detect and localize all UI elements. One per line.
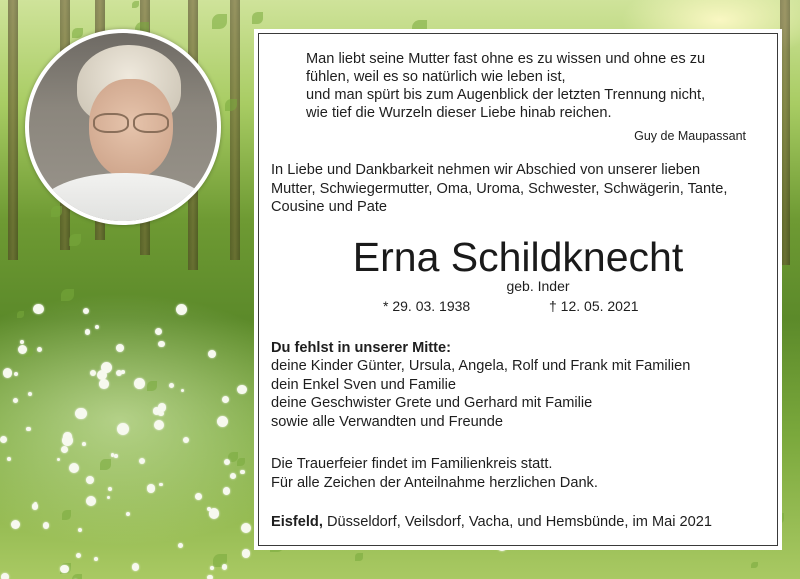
- meadow-flower: [14, 372, 18, 376]
- meadow-flower: [117, 423, 129, 435]
- meadow-flower: [195, 493, 202, 500]
- places-and-date: [271, 513, 712, 531]
- meadow-flower: [169, 383, 174, 388]
- portrait-photo: [29, 33, 217, 221]
- meadow-flower: [83, 308, 90, 315]
- deceased-name: Erna Schildknecht: [352, 234, 684, 280]
- birth-date: * 29. 03. 1938: [383, 298, 471, 314]
- leaf: [17, 311, 24, 318]
- meadow-flower: [158, 341, 165, 348]
- meadow-flower: [95, 325, 99, 329]
- meadow-flower: [18, 345, 27, 354]
- funeral-info: [271, 455, 598, 492]
- meadow-flower: [155, 328, 162, 335]
- quote-line: fühlen, weil es so natürlich wie leben ist,: [306, 69, 566, 85]
- meadow-flower: [99, 379, 109, 389]
- meadow-flower: [7, 457, 11, 461]
- meadow-flower: [62, 435, 73, 446]
- mourner-line: deine Kinder Günter, Ursula, Angela, Rolf und Frank mit Familien: [271, 358, 691, 374]
- meadow-flower: [76, 553, 81, 558]
- meadow-flower: [97, 370, 107, 380]
- leaf: [69, 234, 81, 246]
- intro-line: Mutter, Schwiegermutter, Oma, Uroma, Schwester, Schwägerin, Tante,: [271, 180, 728, 197]
- meadow-flower: [85, 329, 90, 334]
- meadow-flower: [209, 508, 219, 518]
- meadow-flower: [0, 436, 7, 443]
- meadow-flower: [61, 446, 68, 453]
- place-main: Eisfeld,: [271, 514, 323, 530]
- quote-line: Man liebt seine Mutter fast ohne es zu wissen und ohne es zu: [306, 51, 706, 67]
- meadow-flower: [126, 512, 130, 516]
- meadow-flower: [222, 396, 229, 403]
- mourner-line: deine Geschwister Grete und Gerhard mit Familie: [271, 395, 593, 411]
- meadow-flower: [134, 378, 145, 389]
- meadow-flower: [108, 487, 112, 491]
- leaf: [72, 574, 82, 579]
- meadow-flower: [147, 484, 155, 492]
- meadow-flower: [159, 483, 163, 487]
- meadow-flower: [181, 389, 184, 392]
- leaf: [61, 289, 74, 302]
- tree-trunk: [230, 0, 240, 260]
- meadow-flower: [28, 392, 32, 396]
- intro-text: [271, 161, 727, 217]
- meadow-flower: [224, 459, 230, 465]
- meadow-flower: [82, 442, 86, 446]
- leaf: [100, 459, 111, 470]
- mourner-line: sowie alle Verwandten und Freunde: [271, 413, 504, 430]
- meadow-flower: [240, 470, 244, 474]
- meadow-flower: [75, 408, 86, 419]
- meadow-flower: [11, 520, 20, 529]
- meadow-flower: [183, 437, 189, 443]
- mourners-list: [271, 357, 690, 431]
- meadow-flower: [242, 549, 250, 557]
- death-date: † 12. 05. 2021: [549, 298, 639, 314]
- meadow-flower: [26, 427, 31, 432]
- meadow-flower: [20, 340, 24, 344]
- mourners-heading: Du fehlst in unserer Mitte:: [271, 340, 452, 356]
- tree-trunk: [8, 0, 18, 260]
- meadow-flower: [3, 368, 12, 377]
- leaf: [252, 12, 263, 23]
- meadow-flower: [132, 563, 139, 570]
- leaf: [132, 1, 139, 8]
- meadow-flower: [158, 411, 163, 416]
- mourner-line: dein Enkel Sven und Familie: [271, 376, 456, 393]
- meadow-flower: [222, 564, 227, 569]
- leaf: [751, 562, 758, 569]
- meadow-flower: [94, 557, 98, 561]
- meadow-flower: [57, 458, 60, 461]
- meadow-flower: [208, 350, 216, 358]
- quote-author: Guy de Maupassant: [634, 129, 746, 143]
- leaf: [147, 381, 157, 391]
- meadow-flower: [86, 476, 94, 484]
- maiden-name: geb. Inder: [506, 278, 570, 294]
- meadow-flower: [34, 502, 38, 506]
- quote-line: wie tief die Wurzeln dieser Liebe hinab reichen.: [306, 105, 612, 121]
- meadow-flower: [107, 496, 110, 499]
- leaf: [355, 553, 362, 560]
- meadow-flower: [210, 566, 214, 570]
- quote-line: und man spürt bis zum Augenblick der letzten Trennung nicht,: [306, 87, 706, 103]
- leaf: [237, 458, 245, 466]
- meadow-flower: [78, 528, 82, 532]
- meadow-flower: [139, 458, 145, 464]
- meadow-flower: [116, 370, 122, 376]
- meadow-flower: [86, 496, 96, 506]
- quote-text: [306, 50, 705, 122]
- meadow-flower: [217, 416, 228, 427]
- places-rest: Düsseldorf, Veilsdorf, Vacha, und Hemsbünde, im Mai 2021: [322, 514, 713, 530]
- meadow-flower: [114, 454, 118, 458]
- funeral-line: Für alle Zeichen der Anteilnahme herzlichen Dank.: [271, 474, 598, 491]
- meadow-flower: [37, 347, 42, 352]
- meadow-flower: [13, 398, 18, 403]
- meadow-flower: [116, 344, 124, 352]
- meadow-flower: [33, 304, 44, 315]
- leaf: [72, 28, 83, 39]
- portrait-frame: [25, 29, 221, 225]
- meadow-flower: [69, 463, 79, 473]
- meadow-flower: [60, 565, 69, 574]
- intro-line: Cousine und Pate: [271, 199, 388, 215]
- meadow-flower: [178, 543, 183, 548]
- notice-card: [254, 29, 782, 550]
- meadow-flower: [43, 522, 49, 528]
- meadow-flower: [90, 370, 96, 376]
- meadow-flower: [230, 473, 236, 479]
- meadow-flower: [241, 523, 251, 533]
- meadow-flower: [237, 385, 246, 394]
- meadow-flower: [154, 420, 164, 430]
- intro-line: In Liebe und Dankbarkeit nehmen wir Abschied von unserer lieben: [271, 162, 701, 178]
- leaf: [62, 510, 72, 520]
- meadow-flower: [176, 304, 187, 315]
- funeral-line: Die Trauerfeier findet im Familienkreis statt.: [271, 456, 553, 472]
- meadow-flower: [223, 487, 230, 494]
- leaf: [212, 14, 227, 29]
- meadow-flower: [207, 575, 213, 579]
- meadow-flower: [111, 453, 114, 456]
- meadow-flower: [1, 573, 9, 579]
